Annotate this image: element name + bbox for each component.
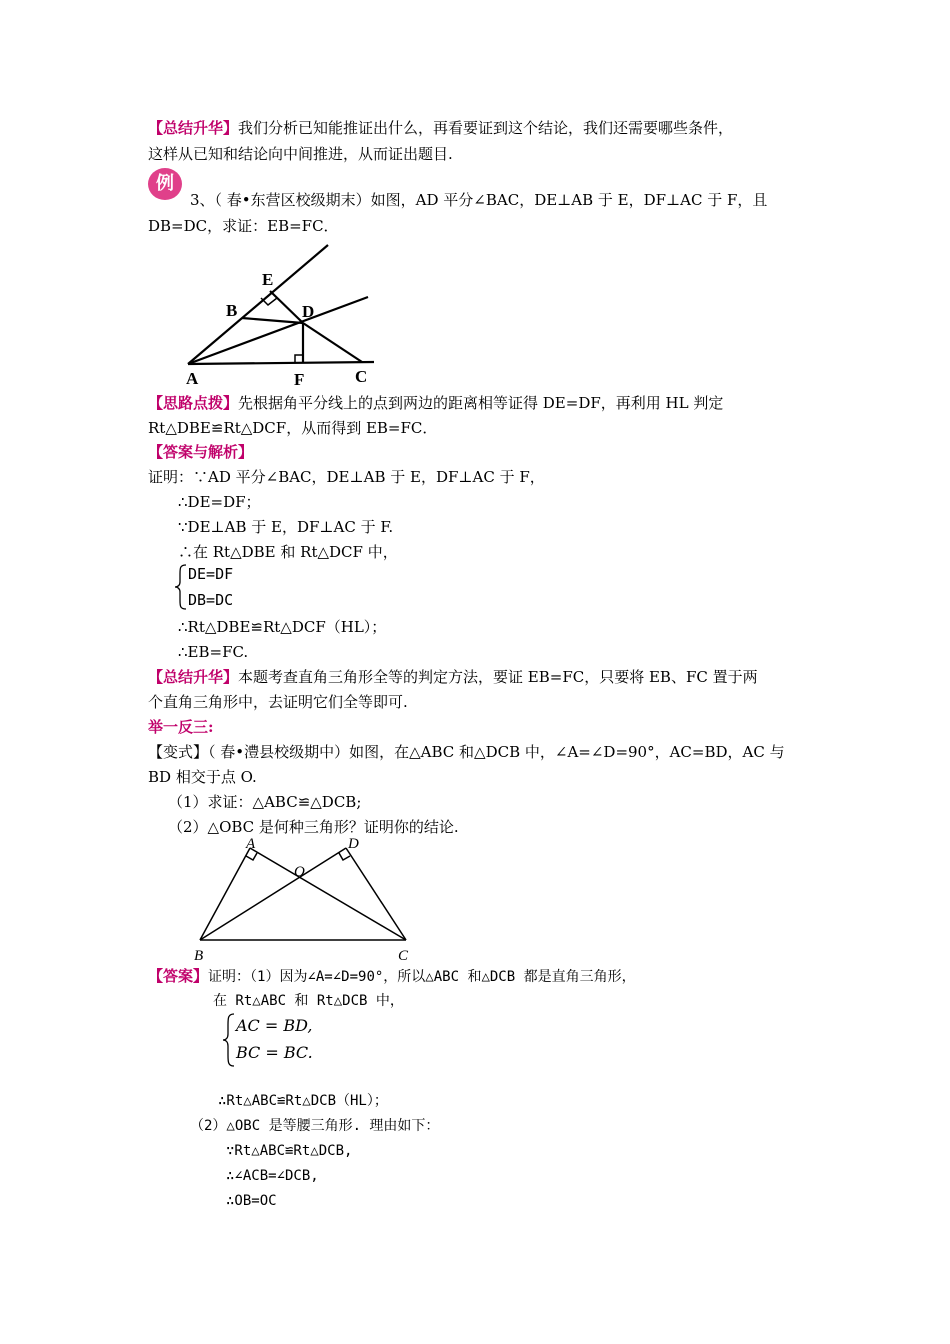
hint-line-2: Rt△DBE≌Rt△DCF，从而得到 EB=FC． (148, 419, 438, 437)
label-D: D (302, 302, 315, 321)
proof1-line-4: ∴在 Rt△DBE 和 Rt△DCF 中， (178, 543, 398, 561)
label-C: C (355, 367, 368, 386)
variant-question-2: （2）△OBC 是何种三角形？证明你的结论. (168, 818, 459, 836)
line-BA (200, 848, 250, 940)
label-B: B (226, 301, 238, 320)
example-line-2: DB=DC，求证：EB=FC． (148, 217, 339, 235)
brace-icon (222, 1013, 236, 1067)
proof1-line-1: 证明：∵AD 平分∠BAC，DE⊥AB 于 E，DF⊥AC 于 F， (148, 468, 545, 486)
summary2-line-1 (148, 667, 758, 687)
line-DC (303, 323, 362, 362)
proof1-line-2: ∴DE=DF； (178, 493, 261, 511)
example-line-1: 3、（ 春•东营区校级期末）如图，AD 平分∠BAC，DE⊥AB 于 E，DF⊥AC 于 F，且 (190, 191, 768, 209)
figure-two-right-triangles (188, 836, 418, 964)
answer2-line-5: ∵Rt△ABC≌Rt△DCB, (226, 1143, 353, 1159)
figure-triangle-bisector (180, 243, 390, 388)
line-CD (346, 848, 406, 940)
label-O: O (294, 864, 305, 880)
answer-analysis-tag: 【答案与解析】 (148, 443, 254, 461)
answer2-line-4: （2）△OBC 是等腰三角形. 理由如下： (190, 1118, 440, 1134)
proof1-line-6: ∴EB=FC. (178, 643, 249, 661)
label-C: C (398, 948, 409, 964)
hint-text-1: 先根据角平分线上的点到两边的距离相等证得 DE=DF，再利用 HL 判定 (238, 394, 724, 412)
label-A: A (246, 836, 256, 852)
answer2-system-1: AC = BD, (236, 1016, 313, 1035)
proof1-line-3: ∵DE⊥AB 于 E，DF⊥AC 于 F. (178, 518, 394, 536)
summary-line-1 (148, 118, 733, 138)
line-AC (188, 362, 374, 364)
variant-text-1: （ 春•澧县校级期中）如图，在△ABC 和△DCB 中，∠A=∠D=90°，AC=BD，AC 与 (208, 743, 785, 761)
variant-question-1: （1）求证：△ABC≌△DCB; (168, 793, 362, 811)
answer2-line-1 (148, 966, 636, 987)
variant-line-1 (148, 742, 785, 762)
brace-icon (174, 564, 188, 610)
right-angle-A (246, 853, 257, 860)
summary2-tag: 【总结升华】 (148, 668, 239, 686)
label-A: A (186, 369, 199, 388)
line-DE (270, 291, 303, 323)
answer2-line-6: ∴∠ACB=∠DCB, (226, 1168, 319, 1184)
variant-tag: 【变式】 (148, 743, 209, 761)
answer2-text-1: 证明：（1）因为∠A=∠D=90°，所以△ABC 和△DCB 都是直角三角形， (208, 969, 636, 985)
answer2-system-2: BC = BC. (236, 1043, 313, 1062)
label-B: B (194, 948, 204, 964)
practice-heading: 举一反三: (148, 718, 214, 736)
answer2-line-2: 在 Rt△ABC 和 Rt△DCB 中， (213, 993, 404, 1009)
label-E: E (262, 270, 274, 289)
answer2-line-3: ∴Rt△ABC≌Rt△DCB（HL）； (218, 1093, 388, 1109)
line-BD (242, 318, 303, 323)
summary2-line-2: 个直角三角形中，去证明它们全等即可. (148, 693, 408, 711)
hint-line-1 (148, 393, 723, 413)
answer2-tag: 【答案】 (148, 967, 209, 985)
summary-tag: 【总结升华】 (148, 119, 239, 137)
variant-line-2: BD 相交于点 O. (148, 768, 257, 786)
summary-line-2: 这样从已知和结论向中间推进，从而证出题目. (148, 145, 453, 163)
right-angle-D (339, 853, 350, 860)
label-D: D (348, 836, 359, 852)
answer2-line-7: ∴OB=OC (226, 1193, 277, 1209)
summary2-text-1: 本题考查直角三角形全等的判定方法，要证 EB=FC，只要将 EB、FC 置于两 (238, 668, 758, 686)
proof1-line-5: ∴Rt△DBE≌Rt△DCF（HL）； (178, 618, 387, 636)
hint-tag: 【思路点拨】 (148, 394, 239, 412)
label-F: F (294, 370, 305, 388)
example-badge-icon: 例 (148, 168, 182, 200)
line-AD (188, 297, 368, 364)
proof1-system-1: DE=DF (188, 565, 234, 583)
proof1-system-2: DB=DC (188, 591, 234, 609)
summary-text-1: 我们分析已知能推证出什么，再看要证到这个结论，我们还需要哪些条件， (238, 119, 734, 137)
